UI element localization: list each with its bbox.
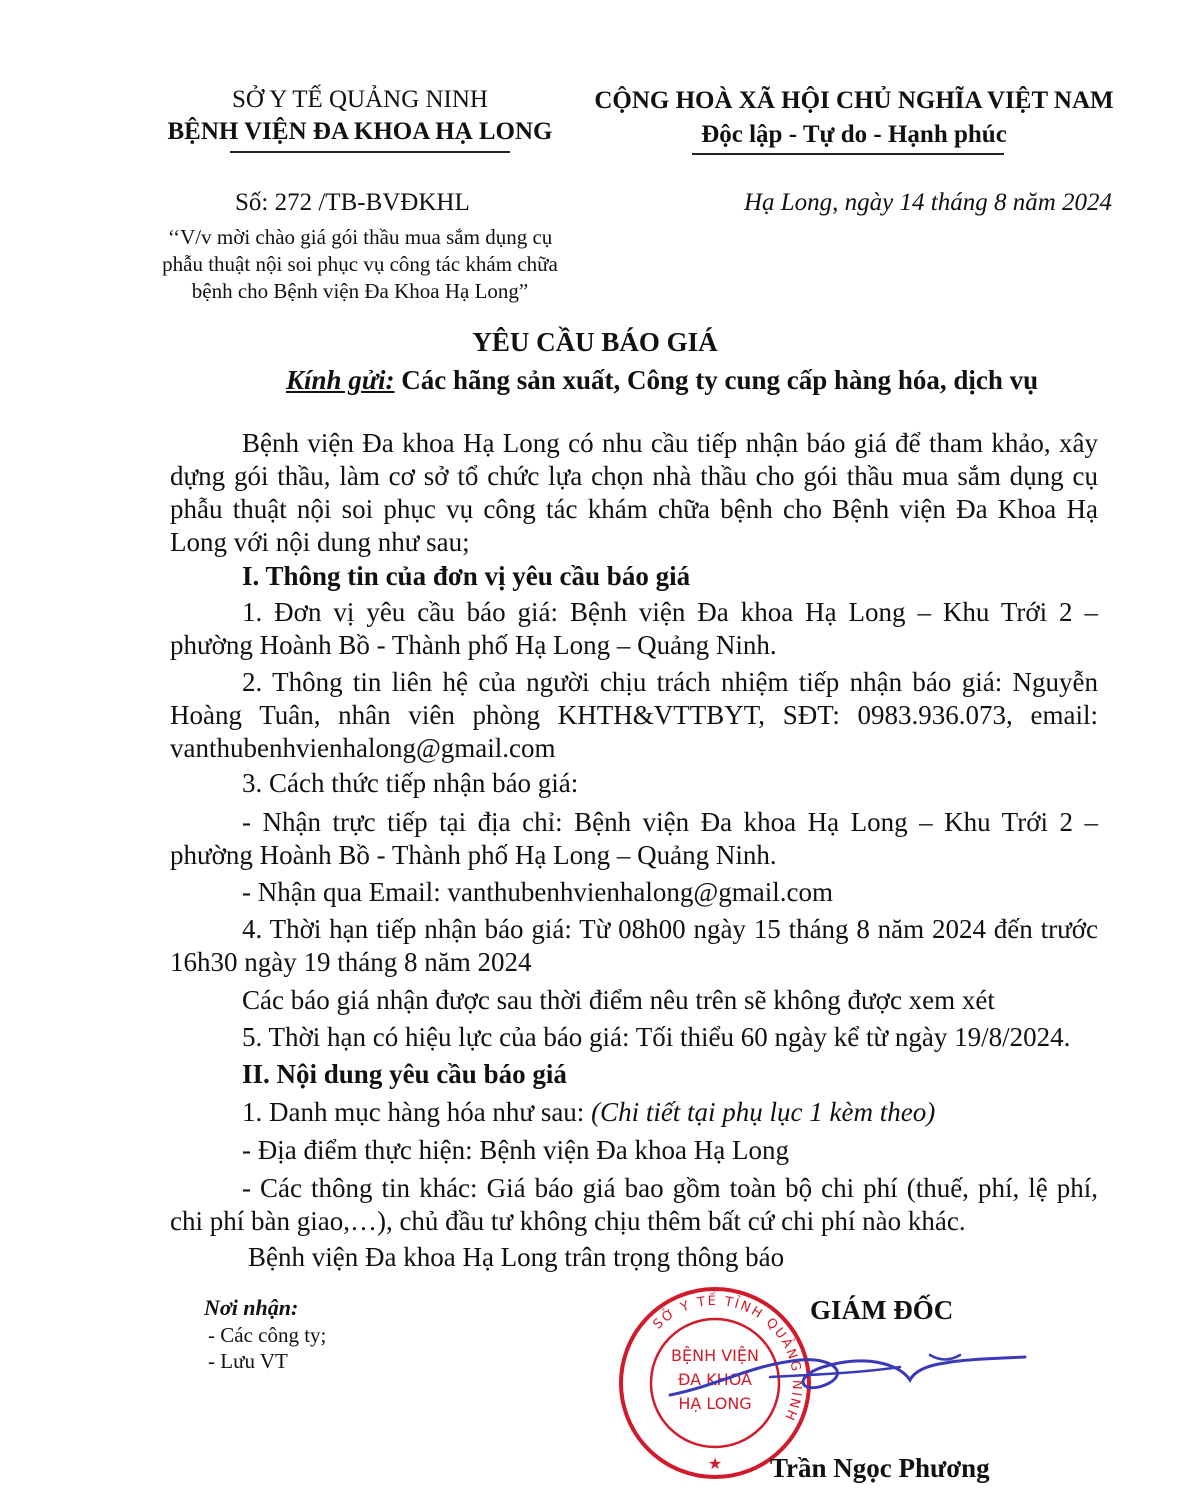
svg-text:SỞ Y TẾ TỈNH QUẢNG NINH: SỞ Y TẾ TỈNH QUẢNG NINH (650, 1293, 805, 1424)
agency-header (120, 84, 600, 148)
section2-heading: II. Nội dung yêu cầu báo giá (242, 1059, 567, 1089)
section1-heading: I. Thông tin của đơn vị yêu cầu báo giá (242, 561, 691, 591)
recipients-block (204, 1294, 326, 1374)
subject-line: phẫu thuật nội soi phục vụ công tác khám chữa (162, 252, 558, 276)
country-motto: Độc lập - Tự do - Hạnh phúc (701, 121, 1007, 148)
hospital-name: BỆNH VIỆN ĐA KHOA HẠ LONG (167, 118, 553, 145)
svg-text:BỆNH VIỆN: BỆNH VIỆN (671, 1346, 759, 1365)
place-date: Hạ Long, ngày 14 tháng 8 năm 2024 (743, 189, 1112, 216)
section2-item1-text: 1. Danh mục hàng hóa như sau: (242, 1097, 592, 1127)
recipient-item: - Lưu VT (208, 1349, 288, 1373)
document-number: Số: 272 /TB-BVĐKHL (235, 189, 470, 216)
recipient-item: - Các công ty; (208, 1323, 327, 1347)
recipients-label: Nơi nhận: (204, 1295, 299, 1320)
header-left-underline (230, 151, 510, 153)
country-name: CỘNG HOÀ XÃ HỘI CHỦ NGHĨA VIỆT NAM (594, 87, 1114, 114)
document-title: YÊU CẦU BÁO GIÁ (472, 327, 718, 357)
header-right-underline (692, 153, 1004, 155)
subject-line: ‘‘V/v mời chào giá gói thầu mua sắm dụng cụ (167, 225, 553, 249)
subject-block (140, 224, 580, 305)
section1-item3b: - Nhận qua Email: vanthubenhvienhalong@gmail.com (242, 877, 833, 907)
section1-item4-note: Các báo giá nhận được sau thời điểm nêu trên sẽ không được xem xét (242, 985, 995, 1015)
section1-item2: 2. Thông tin liên hệ của người chịu trách nhiệm tiếp nhận báo giá: Nguyễn Hoàng Tuân, nhân viên phòng KHTH&VTTBYT, SĐT: 0983.936.073, email: vanthubenhvienhalong@gmail.com (170, 667, 1098, 763)
intro-paragraph: Bệnh viện Đa khoa Hạ Long có nhu cầu tiếp nhận báo giá để tham khảo, xây dựng gói thầu, làm cơ sở tổ chức lựa chọn nhà thầu cho gói thầu mua sắm dụng cụ phẫu thuật nội soi phục vụ công tác khám chữa bệnh cho Bệnh viện Đa Khoa Hạ Long với nội dung như sau; (170, 428, 1098, 557)
svg-text:ĐA KHOA: ĐA KHOA (678, 1370, 752, 1389)
recipient-line (286, 364, 1038, 396)
recipient-text: Các hãng sản xuất, Công ty cung cấp hàng hóa, dịch vụ (394, 365, 1039, 395)
ministry-name: SỞ Y TẾ QUẢNG NINH (231, 86, 488, 113)
section2-place: - Địa điểm thực hiện: Bệnh viện Đa khoa Hạ Long (242, 1135, 789, 1165)
national-header (574, 84, 1134, 152)
subject-line: bệnh cho Bệnh viện Đa Khoa Hạ Long” (191, 279, 529, 303)
section1-item5: 5. Thời hạn có hiệu lực của báo giá: Tối thiểu 60 ngày kể từ ngày 19/8/2024. (242, 1022, 1071, 1052)
signer-name: Trần Ngọc Phương (770, 1453, 990, 1483)
signature-icon (660, 1325, 1040, 1435)
section2-item1-note: (Chi tiết tại phụ lục 1 kèm theo) (591, 1097, 936, 1127)
section1-item3a: - Nhận trực tiếp tại địa chỉ: Bệnh viện Đa khoa Hạ Long – Khu Trới 2 – phường Hoành Bồ - Thành phố Hạ Long – Quảng Ninh. (170, 807, 1098, 870)
section1-item1: 1. Đơn vị yêu cầu báo giá: Bệnh viện Đa khoa Hạ Long – Khu Trới 2 – phường Hoành Bồ - Thành phố Hạ Long – Quảng Ninh. (170, 597, 1098, 660)
section1-item3: 3. Cách thức tiếp nhận báo giá: (242, 768, 579, 798)
section2-item1 (170, 1096, 1098, 1129)
svg-text:★: ★ (707, 1454, 723, 1473)
signer-position: GIÁM ĐỐC (810, 1295, 954, 1325)
svg-text:HẠ LONG: HẠ LONG (678, 1394, 752, 1413)
handwritten-signature (660, 1325, 1040, 1435)
section1-item4: 4. Thời hạn tiếp nhận báo giá: Từ 08h00 ngày 15 tháng 8 năm 2024 đến trước 16h30 ngày 19 tháng 8 năm 2024 (170, 914, 1098, 977)
recipient-label: Kính gửi: (286, 365, 395, 395)
closing-line: Bệnh viện Đa khoa Hạ Long trân trọng thông báo (248, 1242, 785, 1272)
section2-other: - Các thông tin khác: Giá báo giá bao gồm toàn bộ chi phí (thuế, phí, lệ phí, chi phí bàn giao,…), chủ đầu tư không chịu thêm bất cứ chi phí nào khác. (170, 1173, 1098, 1236)
